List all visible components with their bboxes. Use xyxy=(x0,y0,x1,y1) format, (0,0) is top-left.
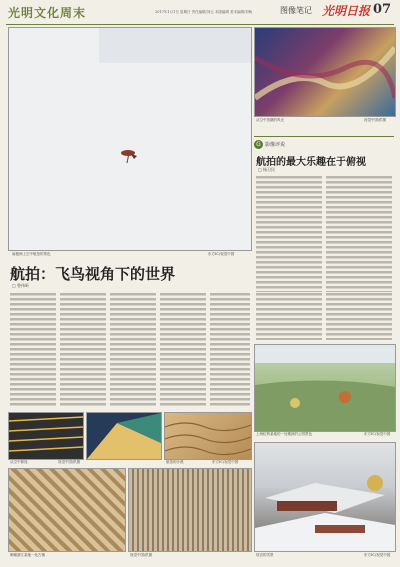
main-text-col-5 xyxy=(210,292,250,407)
page-number: 07 xyxy=(373,2,392,17)
photo-snow-field xyxy=(8,27,252,251)
caption-photo-3: 上海虹桥某地的一处雅致的公园景色 xyxy=(256,432,312,436)
page-header xyxy=(0,0,400,24)
photo-dark-rows xyxy=(8,412,84,460)
credit-photo-3: 东方IC/视觉中国 xyxy=(364,432,391,436)
column-name: 光明文化周末 xyxy=(8,6,87,20)
main-text-col-2 xyxy=(60,292,106,407)
caption-photo-7: 故宫的雪景 xyxy=(256,553,274,557)
main-text-col-4 xyxy=(160,292,206,407)
badge-label: 影像评说 xyxy=(265,142,286,148)
main-text-col-3 xyxy=(110,292,156,407)
photo-palace-snow xyxy=(254,442,396,552)
paper-name: 光明日报 xyxy=(322,4,371,18)
park-svg xyxy=(255,345,395,431)
main-article-title: 航拍：飞鸟视角下的世界 xyxy=(10,265,176,283)
caption-photo-5: 航拍的沙漠 xyxy=(166,460,184,464)
dark-rows-svg xyxy=(9,413,83,459)
main-text-col-6 xyxy=(256,292,322,340)
side-article-title: 航拍的最大乐趣在于俯视 xyxy=(256,157,366,168)
section-name: 图像笔记 xyxy=(280,6,312,15)
caption-photo-4: 从空中俯视 xyxy=(10,460,28,464)
main-text-col-1 xyxy=(10,292,56,407)
photo-pattern-1 xyxy=(8,468,126,552)
photo-aerial-landscape xyxy=(254,27,396,117)
photo-park xyxy=(254,344,396,432)
caption-photo-1: 南极洲上空中航拍的景色 xyxy=(12,252,51,256)
credit-photo-1: 东方IC/视觉中国 xyxy=(208,252,235,256)
caption-photo-2: 从空中拍摄的风光 xyxy=(256,118,284,122)
credit-photo-2: 视觉中国/供图 xyxy=(364,118,387,122)
badge-icon: G xyxy=(254,140,263,149)
snow-field-svg xyxy=(9,28,251,250)
photo-aerial-2 xyxy=(86,412,162,460)
main-text-col-7 xyxy=(326,292,392,340)
main-article-author: □ 曾伟昕 xyxy=(12,283,30,288)
desert-svg xyxy=(165,413,251,459)
credit-photo-7: 东方IC/视觉中国 xyxy=(364,553,391,557)
credit-photo-5: 东方IC/视觉中国 xyxy=(212,460,239,464)
palace-svg xyxy=(255,443,395,551)
aerial-2-svg xyxy=(87,413,161,459)
photo-desert xyxy=(164,412,252,460)
credit-photo-4: 视觉中国/供图 xyxy=(58,460,81,464)
credit-photo-6: 视觉中国/供图 xyxy=(130,553,153,557)
header-rule xyxy=(6,24,394,25)
side-rule xyxy=(254,136,394,137)
photo-pattern-2 xyxy=(128,468,252,552)
aerial-landscape-svg xyxy=(255,28,395,116)
caption-photo-6: 俯瞰浙江某地一处古镇 xyxy=(10,553,45,557)
issue-meta: 2017年1月1日 星期日 责任编辑/刘云 本版编辑 美术编辑/刘萌 xyxy=(155,10,253,14)
side-article-author: □ 杨卫民 xyxy=(258,167,276,172)
